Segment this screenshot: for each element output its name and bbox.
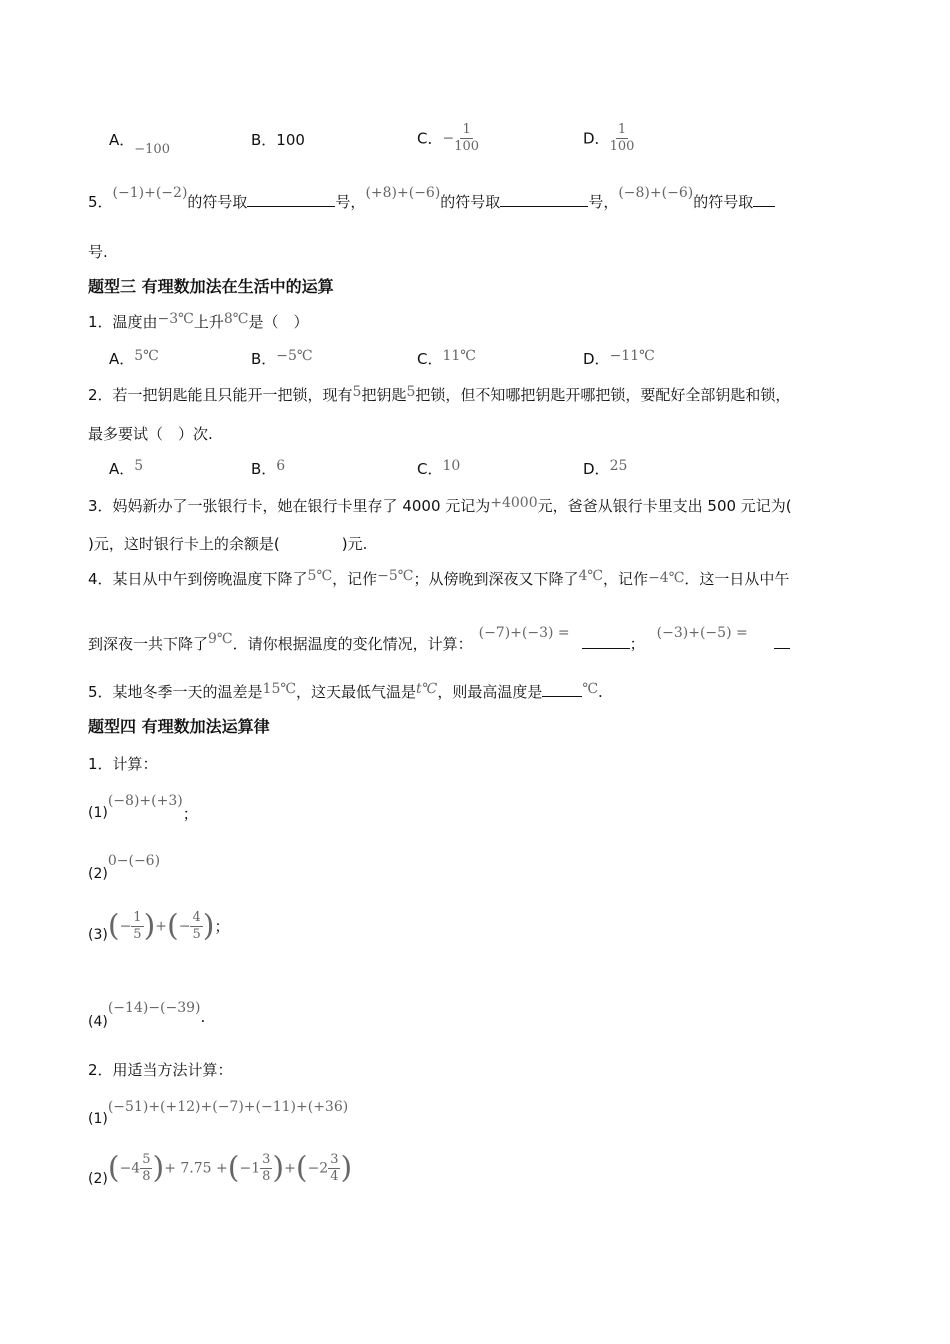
answer-blank[interactable] <box>582 632 630 649</box>
s3-question-5: 5．某地冬季一天的温差是15℃，这天最低气温是t℃，则最高温度是 ℃. <box>88 681 603 701</box>
s4-item-2: (2)0−(−6) <box>88 853 161 882</box>
fraction: $\frac{1}{5}$ <box>133 910 142 942</box>
fraction: $\frac{1}{100}$ <box>609 122 635 154</box>
answer-blank[interactable] <box>774 632 790 649</box>
s3-question-2: 2．若一把钥匙能且只能开一把锁，现有5把钥匙5把锁，但不知哪把钥匙开哪把锁，要配好全部钥匙和锁， <box>88 384 791 404</box>
s3-q1-options: A．5℃ <box>109 348 159 368</box>
fraction: $\frac{4}{5}$ <box>192 910 201 942</box>
question-5: 5．(−1)+(−2)的符号取 号，(+8)+(−6)的符号取 号，(−8)+(−6)的符号取 <box>88 190 775 213</box>
s3-question-1: 1．温度由−3℃上升8℃是（ ） <box>88 311 309 331</box>
answer-blank[interactable] <box>500 190 588 207</box>
s3-question-4: 4．某日从中午到傍晚温度下降了5℃，记作−5℃；从傍晚到深夜又下降了4℃，记作−4℃．这一日从中午 <box>88 568 790 588</box>
s3-q1-option-d: D．−11℃ <box>583 348 655 368</box>
section-title: 题型三 有理数加法在生活中的运算 <box>88 277 334 296</box>
s3-question-3-cont: )元，这时银行卡上的余额是( )元. <box>88 535 368 553</box>
option-b: B．100 <box>251 131 305 149</box>
s3-q2-option-d: D．25 <box>583 458 628 478</box>
fraction: $\frac{1}{100}$ <box>454 122 480 154</box>
s3-q2-option-c: C．10 <box>417 458 461 478</box>
s4-item-3: (3)(− $\frac{1}{5}$ )+(− $\frac{4}{5}$ )； <box>88 908 230 944</box>
fraction: $\frac{5}{8}$ <box>142 1152 151 1184</box>
question-5-end: 号. <box>88 243 108 261</box>
s3-question-2-cont: 最多要试（ ）次. <box>88 425 213 443</box>
s3-q2-option-b: B．6 <box>251 458 286 478</box>
s3-q1-option-c: C．11℃ <box>417 348 476 368</box>
answer-blank[interactable] <box>753 190 775 207</box>
option-a: A．−100 <box>109 131 170 157</box>
fraction: $\frac{3}{4}$ <box>330 1152 339 1184</box>
s3-q2-option-a: A．5 <box>109 458 144 478</box>
s4-question-2: 2．用适当方法计算： <box>88 1061 233 1079</box>
answer-blank[interactable] <box>247 190 335 207</box>
s4-item-1: (1)(−8)+(+3)； <box>88 793 198 823</box>
s3-question-4-cont: 到深夜一共下降了9℃．请你根据温度的变化情况，计算：(−7)+(−3) =；(−3)+(−5) = <box>88 632 790 655</box>
s4-q2-item-1: (1)(−51)+(+12)+(−7)+(−11)+(+36) <box>88 1099 349 1127</box>
fraction: $\frac{3}{8}$ <box>262 1152 271 1184</box>
s4-item-4: (4)(−14)−(−39). <box>88 1000 206 1030</box>
option-c: C．− $\frac{1}{100}$ <box>417 122 480 154</box>
option-d: D． $\frac{1}{100}$ <box>583 122 635 154</box>
option-a-value: −100 <box>134 142 170 157</box>
answer-blank[interactable] <box>542 680 582 697</box>
section-title: 题型四 有理数加法运算律 <box>88 717 270 736</box>
s4-q2-item-2: (2)(−4 $\frac{5}{8}$ )+ 7.75 +(−1 $\frac{3}{8}$ )+(−2 $\frac{3}{4}$ ) <box>88 1150 353 1187</box>
s4-question-1: 1．计算： <box>88 755 158 773</box>
s3-question-3: 3．妈妈新办了一张银行卡，她在银行卡里存了 4000 元记为+4000元，爸爸从银行卡里支出 500 元记为( <box>88 495 792 515</box>
s3-q1-option-b: B．−5℃ <box>251 348 313 368</box>
